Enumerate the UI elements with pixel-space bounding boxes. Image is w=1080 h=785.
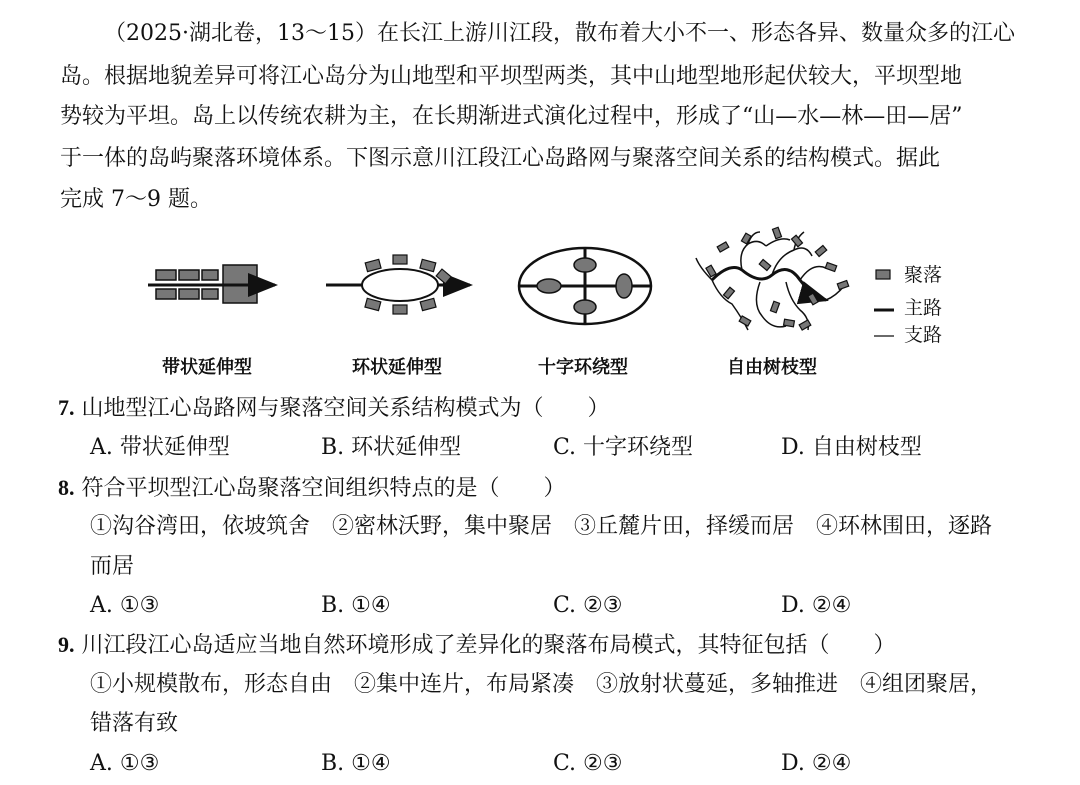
caption-cross-surround: 十字环绕型: [538, 357, 628, 378]
model-band-extension: [148, 265, 275, 303]
question-8-items-line-2: 而居: [90, 554, 135, 579]
tree-settlements: [706, 227, 849, 330]
intro-line-3: 势较为平坦。岛上以传统农耕为主，在长期渐进式演化过程中，形成了“山—水—林—田—居”: [60, 104, 963, 129]
question-9-stem: [58, 634, 896, 657]
caption-free-tree-branch: 自由树枝型: [727, 357, 817, 378]
question-8-stem: [58, 477, 566, 500]
legend-label-settlement: 聚落: [904, 264, 943, 286]
model-ring-extension: [326, 255, 470, 314]
question-8-number: 8.: [58, 475, 75, 500]
road-settlement-figure: [0, 0, 1080, 380]
legend-settlement-icon: [876, 270, 890, 279]
question-9-option-b[interactable]: B. ①④: [321, 751, 391, 776]
question-7-option-d[interactable]: D. 自由树枝型: [781, 435, 922, 460]
question-9-items-line-1: ①小规模散布，形态自由 ②集中连片，布局紧凑 ③放射状蔓延，多轴推进 ④组团聚居，: [90, 672, 993, 697]
intro-line-1: （2025·湖北卷，13～15）在长江上游川江段，散布着大小不一、形态各异、数量众多的江心: [104, 21, 1015, 46]
question-7-number: 7.: [58, 395, 75, 420]
intro-line-4: 于一体的岛屿聚落环境体系。下图示意川江段江心岛路网与聚落空间关系的结构模式。据此: [60, 146, 941, 171]
legend-label-branch-road: 支路: [904, 324, 943, 346]
question-8-option-a[interactable]: A. ①③: [90, 593, 160, 618]
caption-ring-extension: 环状延伸型: [352, 357, 442, 378]
question-7-option-c[interactable]: C. 十字环绕型: [553, 435, 694, 460]
question-8-items-line-1: ①沟谷湾田，依坡筑舍 ②密林沃野，集中聚居 ③丘麓片田，择缓而居 ④环林围田，逐路: [90, 514, 993, 539]
question-7-option-b[interactable]: B. 环状延伸型: [321, 435, 462, 460]
question-9-items-line-2: 错落有致: [90, 711, 179, 736]
question-7-option-a[interactable]: A. 带状延伸型: [90, 435, 230, 460]
question-7-stem: [58, 397, 610, 420]
model-cross-surround: [519, 248, 651, 324]
question-8-text: 符合平坝型江心岛聚落空间组织特点的是（ ）: [81, 476, 566, 501]
question-7-text: 山地型江心岛路网与聚落空间关系结构模式为（ ）: [81, 396, 610, 421]
legend-label-main-road: 主路: [904, 297, 943, 319]
question-9-text: 川江段江心岛适应当地自然环境形成了差异化的聚落布局模式，其特征包括（ ）: [81, 633, 896, 658]
question-8-option-d[interactable]: D. ②④: [781, 593, 852, 618]
question-8-option-b[interactable]: B. ①④: [321, 593, 391, 618]
legend: [874, 270, 894, 336]
intro-line-2: 岛。根据地貌差异可将江心岛分为山地型和平坝型两类，其中山地型地形起伏较大，平坝型地: [60, 64, 963, 89]
caption-band-extension: 带状延伸型: [162, 357, 252, 378]
intro-line-5: 完成 7～9 题。: [60, 187, 212, 212]
question-9-option-a[interactable]: A. ①③: [90, 751, 160, 776]
question-9-number: 9.: [58, 632, 75, 657]
question-9-option-c[interactable]: C. ②③: [553, 751, 623, 776]
question-8-option-c[interactable]: C. ②③: [553, 593, 623, 618]
question-9-option-d[interactable]: D. ②④: [781, 751, 852, 776]
